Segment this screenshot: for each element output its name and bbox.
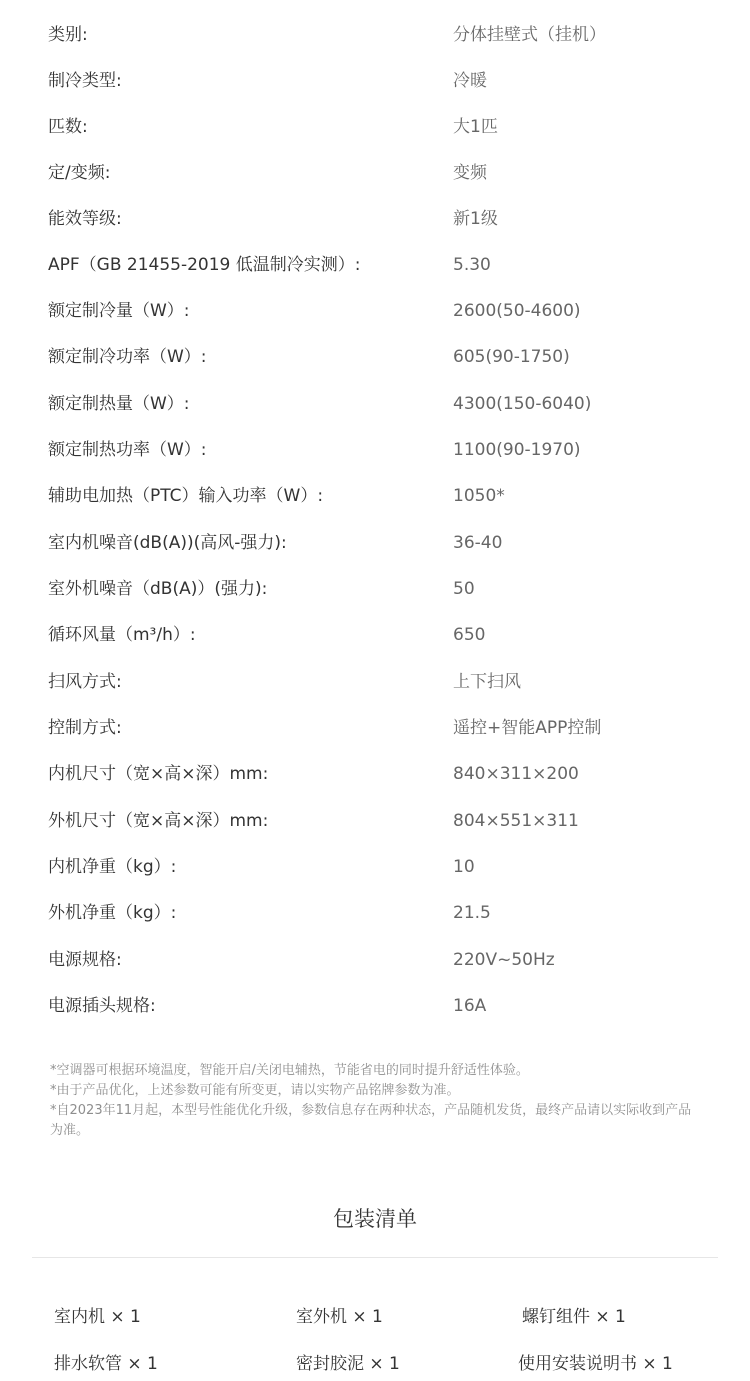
spec-label: 制冷类型: [48,71,122,91]
package-item: 密封胶泥 × 1 [296,1354,400,1374]
spec-value: 分体挂壁式（挂机） [453,25,606,45]
spec-row-ptc-power [0,488,750,534]
spec-value: 16A [453,996,487,1016]
spec-label: 额定制热量（W）: [48,394,190,414]
spec-row-indoor-noise [0,535,750,581]
spec-label: 控制方式: [48,718,122,738]
spec-label: APF（GB 21455-2019 低温制冷实测）: [48,255,361,275]
spec-label: 外机净重（kg）: [48,903,177,923]
spec-value: 840×311×200 [453,764,579,784]
spec-row-horsepower [0,119,750,165]
package-item: 排水软管 × 1 [54,1354,158,1374]
spec-row-indoor-size [0,766,750,812]
footnotes [50,1061,700,1141]
spec-value: 遥控+智能APP控制 [453,718,602,738]
spec-label: 室内机噪音(dB(A))(高风-强力): [48,533,287,553]
spec-label: 额定制冷功率（W）: [48,347,207,367]
spec-row-outdoor-weight [0,905,750,951]
spec-value: 大1匹 [453,117,498,137]
spec-value: 冷暖 [453,71,487,91]
spec-value: 804×551×311 [453,811,579,831]
spec-value: 2600(50-4600) [453,301,581,321]
spec-value: 1050* [453,486,505,506]
spec-label: 内机尺寸（宽×高×深）mm: [48,764,269,784]
spec-value: 10 [453,857,475,877]
spec-value: 50 [453,579,475,599]
spec-row-swing-mode [0,674,750,720]
spec-value: 变频 [453,163,487,183]
footnote: *空调器可根据环境温度，智能开启/关闭电辅热，节能省电的同时提升舒适性体验。 [50,1063,529,1078]
spec-value: 4300(150-6040) [453,394,592,414]
spec-row-plug-spec [0,998,750,1044]
spec-label: 电源插头规格: [48,996,156,1016]
spec-row-category [0,27,750,73]
spec-label: 额定制冷量（W）: [48,301,190,321]
spec-label: 内机净重（kg）: [48,857,177,877]
spec-row-indoor-weight [0,859,750,905]
spec-row-power-supply [0,952,750,998]
spec-value: 605(90-1750) [453,347,570,367]
spec-label: 扫风方式: [48,672,122,692]
spec-label: 电源规格: [48,950,122,970]
package-item: 室外机 × 1 [296,1307,383,1327]
spec-value: 36-40 [453,533,503,553]
spec-label: 外机尺寸（宽×高×深）mm: [48,811,269,831]
spec-row-apf [0,257,750,303]
divider [32,1257,718,1258]
spec-label: 额定制热功率（W）: [48,440,207,460]
spec-label: 辅助电加热（PTC）输入功率（W）: [48,486,324,506]
spec-row-outdoor-size [0,813,750,859]
spec-row-heating-capacity [0,396,750,442]
package-item: 使用安装说明书 × 1 [518,1354,673,1374]
spec-label: 能效等级: [48,209,122,229]
spec-value: 21.5 [453,903,491,923]
spec-value: 5.30 [453,255,491,275]
spec-value: 上下扫风 [453,672,521,692]
spec-row-outdoor-noise [0,581,750,627]
spec-row-cooling-capacity [0,303,750,349]
package-list-title: 包装清单 [333,1207,417,1231]
spec-row-heating-power [0,442,750,488]
spec-row-frequency-type [0,165,750,211]
spec-value: 新1级 [453,209,498,229]
spec-label: 定/变频: [48,163,111,183]
spec-label: 循环风量（m³/h）: [48,625,196,645]
spec-value: 1100(90-1970) [453,440,581,460]
package-item: 室内机 × 1 [54,1307,141,1327]
footnote: *自2023年11月起，本型号性能优化升级，参数信息存在两种状态，产品随机发货，最终产品请以实际收到产品为准。 [50,1103,692,1138]
spec-label: 室外机噪音（dB(A)）(强力): [48,579,268,599]
spec-row-control-mode [0,720,750,766]
footnote: *由于产品优化，上述参数可能有所变更，请以实物产品铭牌参数为准。 [50,1083,460,1098]
spec-value: 650 [453,625,486,645]
spec-label: 匹数: [48,117,88,137]
spec-value: 220V~50Hz [453,950,555,970]
spec-row-cooling-type [0,73,750,119]
spec-label: 类别: [48,25,88,45]
spec-row-airflow [0,627,750,673]
spec-row-cooling-power [0,349,750,395]
package-item: 螺钉组件 × 1 [522,1307,626,1327]
spec-row-energy-grade [0,211,750,257]
